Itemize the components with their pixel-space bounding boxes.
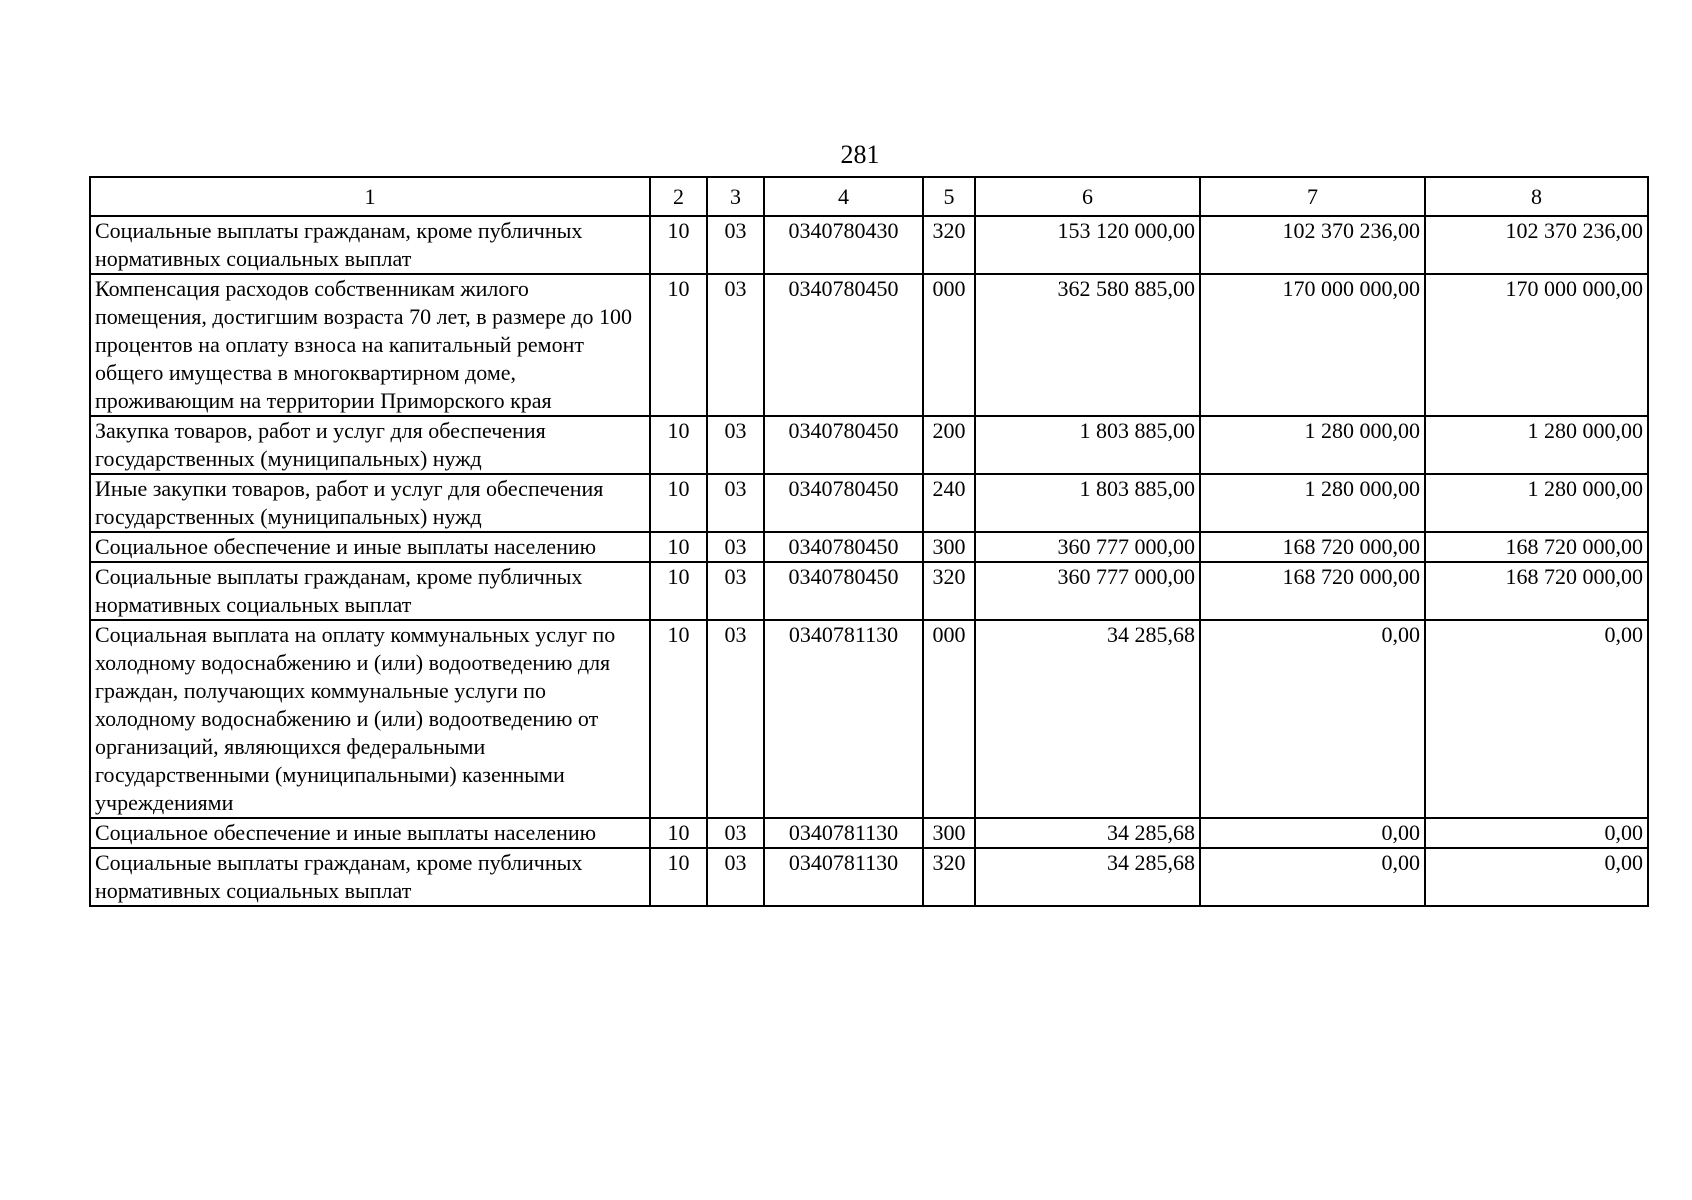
row-target-code: 0340780430 [764,216,923,274]
row-subsection: 03 [707,216,764,274]
row-amount-8: 170 000 000,00 [1425,274,1648,416]
row-subsection: 03 [707,532,764,562]
row-name: Социальная выплата на оплату коммунальных услуг по холодному водоснабжению и (или) водоотведению для граждан, получающих коммунальные услуги по холодному водоснабжению и (или) водоотведению от организаций, являющихся федеральными государственными (муниципальными) казенными учреждениями [90,620,650,818]
table-row [90,416,1648,474]
row-amount-8: 1 280 000,00 [1425,474,1648,532]
budget-table [89,176,1649,907]
row-name: Компенсация расходов собственникам жилого помещения, достигшим возраста 70 лет, в размере до 100 процентов на оплату взноса на капитальный ремонт общего имущества в многоквартирном доме, проживающим на территории Приморского края [90,274,650,416]
row-expense-type: 240 [923,474,975,532]
row-amount-6: 153 120 000,00 [975,216,1200,274]
row-amount-6: 1 803 885,00 [975,474,1200,532]
table-row [90,216,1648,274]
row-expense-type: 300 [923,532,975,562]
table-row [90,474,1648,532]
row-subsection: 03 [707,274,764,416]
row-expense-type: 300 [923,818,975,848]
row-amount-8: 0,00 [1425,818,1648,848]
row-section: 10 [650,416,707,474]
column-header-6: 6 [975,177,1200,216]
row-section: 10 [650,216,707,274]
row-target-code: 0340780450 [764,532,923,562]
row-amount-8: 1 280 000,00 [1425,416,1648,474]
row-target-code: 0340781130 [764,818,923,848]
table-row [90,620,1648,818]
table-row [90,562,1648,620]
row-expense-type: 000 [923,620,975,818]
page-number [0,140,1692,170]
column-header-4: 4 [764,177,923,216]
row-amount-7: 168 720 000,00 [1200,532,1425,562]
row-expense-type: 000 [923,274,975,416]
row-amount-8: 102 370 236,00 [1425,216,1648,274]
row-subsection: 03 [707,620,764,818]
row-amount-6: 34 285,68 [975,848,1200,906]
row-amount-7: 0,00 [1200,848,1425,906]
table-row [90,818,1648,848]
row-target-code: 0340781130 [764,848,923,906]
column-header-1: 1 [90,177,650,216]
column-header-2: 2 [650,177,707,216]
row-name: Социальное обеспечение и иные выплаты населению [90,818,650,848]
row-name: Социальные выплаты гражданам, кроме публичных нормативных социальных выплат [90,562,650,620]
row-amount-6: 360 777 000,00 [975,562,1200,620]
row-expense-type: 200 [923,416,975,474]
row-subsection: 03 [707,562,764,620]
row-amount-7: 1 280 000,00 [1200,474,1425,532]
column-number-row [90,177,1648,216]
column-header-7: 7 [1200,177,1425,216]
row-subsection: 03 [707,818,764,848]
row-name: Закупка товаров, работ и услуг для обеспечения государственных (муниципальных) нужд [90,416,650,474]
row-section: 10 [650,562,707,620]
row-subsection: 03 [707,416,764,474]
row-amount-7: 168 720 000,00 [1200,562,1425,620]
page-number-text: 281 [840,140,880,169]
row-amount-6: 362 580 885,00 [975,274,1200,416]
row-amount-8: 0,00 [1425,848,1648,906]
row-expense-type: 320 [923,562,975,620]
row-amount-7: 0,00 [1200,620,1425,818]
row-expense-type: 320 [923,216,975,274]
row-section: 10 [650,818,707,848]
row-name: Социальные выплаты гражданам, кроме публичных нормативных социальных выплат [90,216,650,274]
row-target-code: 0340780450 [764,562,923,620]
row-name: Социальные выплаты гражданам, кроме публичных нормативных социальных выплат [90,848,650,906]
row-amount-7: 102 370 236,00 [1200,216,1425,274]
row-target-code: 0340780450 [764,416,923,474]
column-header-8: 8 [1425,177,1648,216]
row-amount-6: 34 285,68 [975,620,1200,818]
column-header-5: 5 [923,177,975,216]
row-target-code: 0340780450 [764,474,923,532]
table-row [90,848,1648,906]
row-amount-7: 1 280 000,00 [1200,416,1425,474]
row-amount-8: 168 720 000,00 [1425,562,1648,620]
row-amount-8: 0,00 [1425,620,1648,818]
column-header-3: 3 [707,177,764,216]
row-name: Социальное обеспечение и иные выплаты населению [90,532,650,562]
table-row [90,532,1648,562]
row-section: 10 [650,474,707,532]
row-amount-6: 34 285,68 [975,818,1200,848]
row-amount-8: 168 720 000,00 [1425,532,1648,562]
table-row [90,274,1648,416]
row-amount-7: 0,00 [1200,818,1425,848]
row-target-code: 0340781130 [764,620,923,818]
row-amount-7: 170 000 000,00 [1200,274,1425,416]
row-target-code: 0340780450 [764,274,923,416]
row-name: Иные закупки товаров, работ и услуг для обеспечения государственных (муниципальных) нужд [90,474,650,532]
row-amount-6: 1 803 885,00 [975,416,1200,474]
row-section: 10 [650,848,707,906]
row-subsection: 03 [707,848,764,906]
row-subsection: 03 [707,474,764,532]
row-section: 10 [650,274,707,416]
row-amount-6: 360 777 000,00 [975,532,1200,562]
row-expense-type: 320 [923,848,975,906]
row-section: 10 [650,532,707,562]
row-section: 10 [650,620,707,818]
